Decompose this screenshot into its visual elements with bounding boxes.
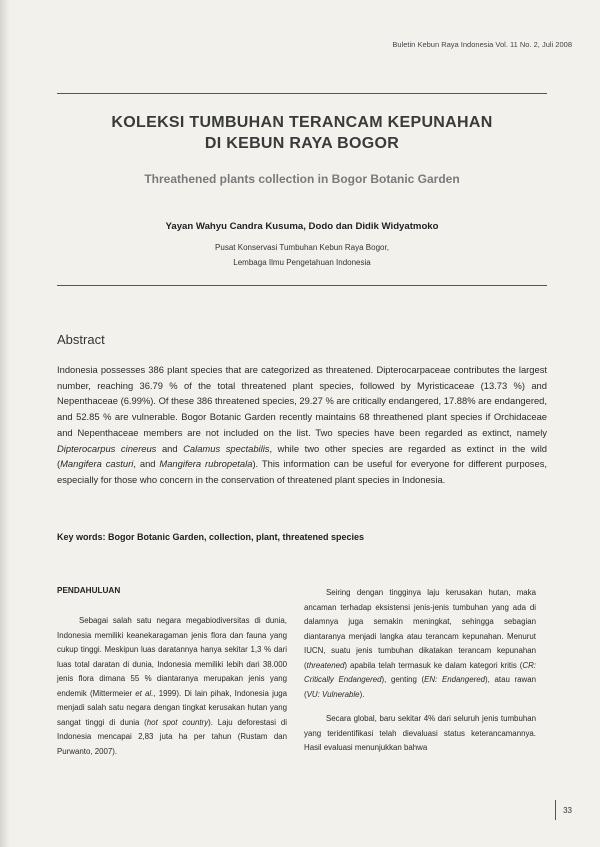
text-italic: VU: Vulnerable xyxy=(306,689,360,699)
english-subtitle: Threathened plants collection in Bogor Botanic Garden xyxy=(144,172,460,186)
text-part: ). Laju deforestasi di Indonesia mencapai 2,83 juta ha per tahun (Rustam dan Purwanto, 2007). xyxy=(57,717,287,756)
species-name: Mangifera rubropetala xyxy=(159,458,253,470)
keywords: Key words: Bogor Botanic Garden, collection, plant, threatened species xyxy=(57,532,365,542)
abstract-text-part: and xyxy=(156,442,184,454)
authors: Yayan Wahyu Candra Kusuma, Dodo dan Didik Widyatmoko xyxy=(165,221,439,232)
bottom-rule xyxy=(57,285,547,286)
page-number-divider xyxy=(555,800,556,820)
text-part: ) apabila telah termasuk ke dalam kategori kritis ( xyxy=(344,660,523,670)
right-column xyxy=(304,586,536,756)
page-number: 33 xyxy=(563,806,572,815)
section-heading-pendahuluan: PENDAHULUAN xyxy=(57,586,121,595)
text-italic: threatened xyxy=(306,660,345,670)
abstract-text-part: Indonesia possesses 386 plant species that are categorized as threatened. Dipterocarpaceae contributes the largest number, reaching 36.79 % of the total threatened plant species, followed by Myristicaceae (13.73 %) and Nepenthaceae (6.99%). Of these 386 threatened species, 29.27 % are critically endangered, 17.88% are endangered, and 52.85 % are vulnerable. Bogor Botanic Garden recently maintains 68 threathened plant species if Orchidaceae and Nepenthaceae members are not included on the list. Two species have been regarded as extinct, namely xyxy=(57,364,547,438)
text-italic: CR: Critically Endangered xyxy=(304,660,536,684)
text-italic: et al. xyxy=(135,688,154,698)
title-line-1: KOLEKSI TUMBUHAN TERANCAM KEPUNAHAN xyxy=(111,114,493,131)
text-italic: EN: Endangered xyxy=(424,675,485,684)
text-part: ). xyxy=(359,689,365,699)
intro-paragraph-2 xyxy=(304,586,536,702)
text-part: Seiring dengan tingginya laju kerusakan hutan, maka ancaman terhadap eksistensi jenis-jenis tumbuhan yang ada di dalamnya juga semakin meningkat, sehingga sebagian diantaranya menjadi langka atau terancam kepunahan. Menurut IUCN, suatu jenis tumbuhan dikatakan terancam kepunahan ( xyxy=(304,588,536,670)
species-name: Dipterocarpus cinereus xyxy=(57,442,157,454)
intro-paragraph-3: Secara global, baru sekitar 4% dari seluruh jenis tumbuhan yang teridentifikasi telah dievaluasi status keterancamannya. Hasil evaluasi menunjukkan bahwa xyxy=(304,714,536,752)
abstract-text-part: ). This information can be useful for everyone for different purposes, especially for those who concern in the conservation of threatened plant species in Indonesia. xyxy=(57,458,548,485)
left-column xyxy=(57,614,287,759)
text-part: Sebagai salah satu negara megabiodiversitas di dunia, Indonesia memiliki keanekaragaman jenis flora dan fauna yang cukup tinggi. Meskipun luas daratannya hanya sekitar 1,3 % dari luas total daratan di dunia, Indonesia memiliki lebih dari 38.000 jenis flora dimana 55 % diantaranya merupakan jenis yang endemik (Mittermeier xyxy=(57,616,287,698)
abstract-text-part: , while two other species are regarded as extinct in the wild ( xyxy=(57,442,548,470)
abstract-heading: Abstract xyxy=(57,332,105,347)
text-italic: hot spot country xyxy=(146,717,209,727)
affiliation-line-1: Pusat Konservasi Tumbuhan Kebun Raya Bogor, xyxy=(215,243,389,252)
page-edge-shadow xyxy=(0,0,10,847)
intro-paragraph-1 xyxy=(57,614,287,759)
title-line-2: DI KEBUN RAYA BOGOR xyxy=(204,135,400,152)
top-rule xyxy=(57,93,547,94)
species-name: Calamus spectabilis xyxy=(183,442,270,454)
abstract-text xyxy=(57,362,547,488)
species-name: Mangifera casturi xyxy=(60,458,134,470)
text-part: ), genting ( xyxy=(381,675,425,684)
affiliation-line-2: Lembaga Ilmu Pengetahuan Indonesia xyxy=(233,258,371,267)
journal-header: Buletin Kebun Raya Indonesia Vol. 11 No. 2, Juli 2008 xyxy=(392,40,572,49)
text-part: , 1999). Di lain pihak, Indonesia juga menjadi salah satu negara dengan tingkat kerusakan hutan yang sangat tinggi di dunia ( xyxy=(57,688,287,727)
text-part: ), atau rawan ( xyxy=(304,675,537,699)
abstract-text-part: , and xyxy=(133,458,160,470)
